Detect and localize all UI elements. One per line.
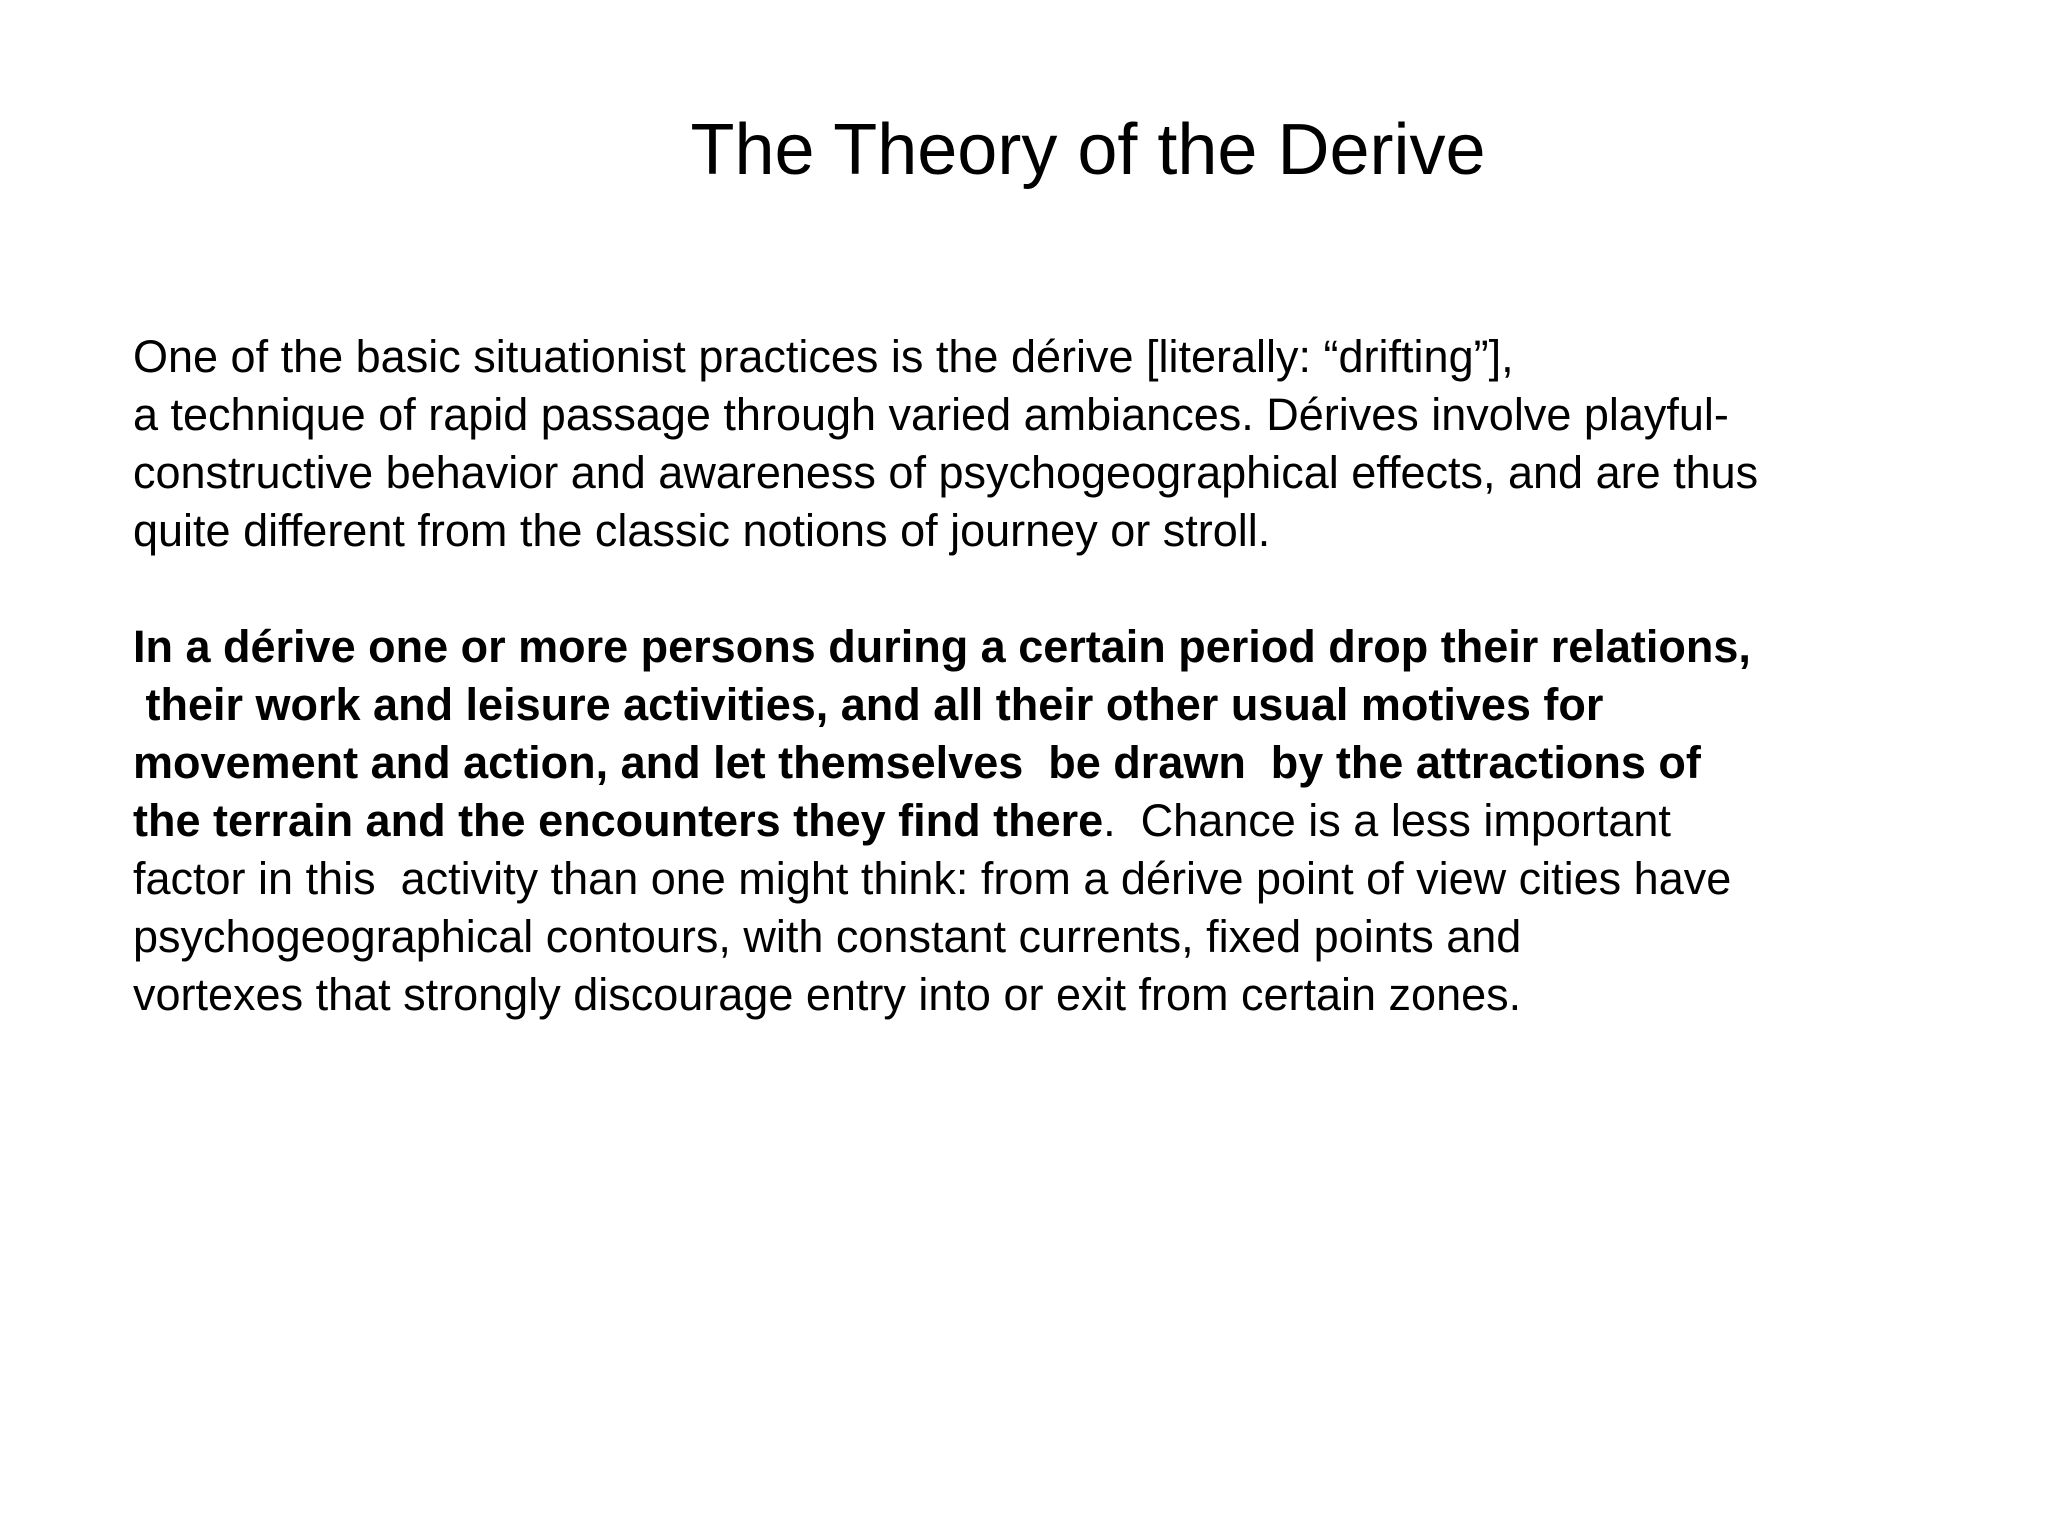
text-line: constructive behavior and awareness of psychogeographical effects, and are thus bbox=[133, 447, 1759, 498]
text-line: vortexes that strongly discourage entry into or exit from certain zones. bbox=[133, 969, 1522, 1020]
slide-title: The Theory of the Derive bbox=[690, 110, 1486, 190]
bold-text-fragment: the terrain and the encounters they find there bbox=[133, 795, 1104, 846]
paragraph-spacer bbox=[133, 560, 2033, 618]
text-line: psychogeographical contours, with constant currents, fixed points and bbox=[133, 911, 1522, 962]
bold-text-line: their work and leisure activities, and all their other usual motives for bbox=[133, 679, 1604, 730]
paragraph-derive-practice bbox=[133, 618, 2033, 1024]
text-line: quite different from the classic notions of journey or stroll. bbox=[133, 505, 1271, 556]
slide-body bbox=[133, 328, 2033, 1024]
text-line: a technique of rapid passage through varied ambiances. Dérives involve playful- bbox=[133, 389, 1729, 440]
bold-text-line: movement and action, and let themselves be drawn by the attractions of bbox=[133, 737, 1701, 788]
bold-text-line: In a dérive one or more persons during a certain period drop their relations, bbox=[133, 621, 1751, 672]
mixed-text-line bbox=[133, 792, 2033, 850]
text-line: One of the basic situationist practices is the dérive [literally: “drifting”], bbox=[133, 331, 1514, 382]
regular-text-fragment: . Chance is a less important bbox=[1103, 795, 1671, 846]
paragraph-derive-definition bbox=[133, 328, 2033, 560]
text-line: factor in this activity than one might think: from a dérive point of view cities have bbox=[133, 853, 1732, 904]
